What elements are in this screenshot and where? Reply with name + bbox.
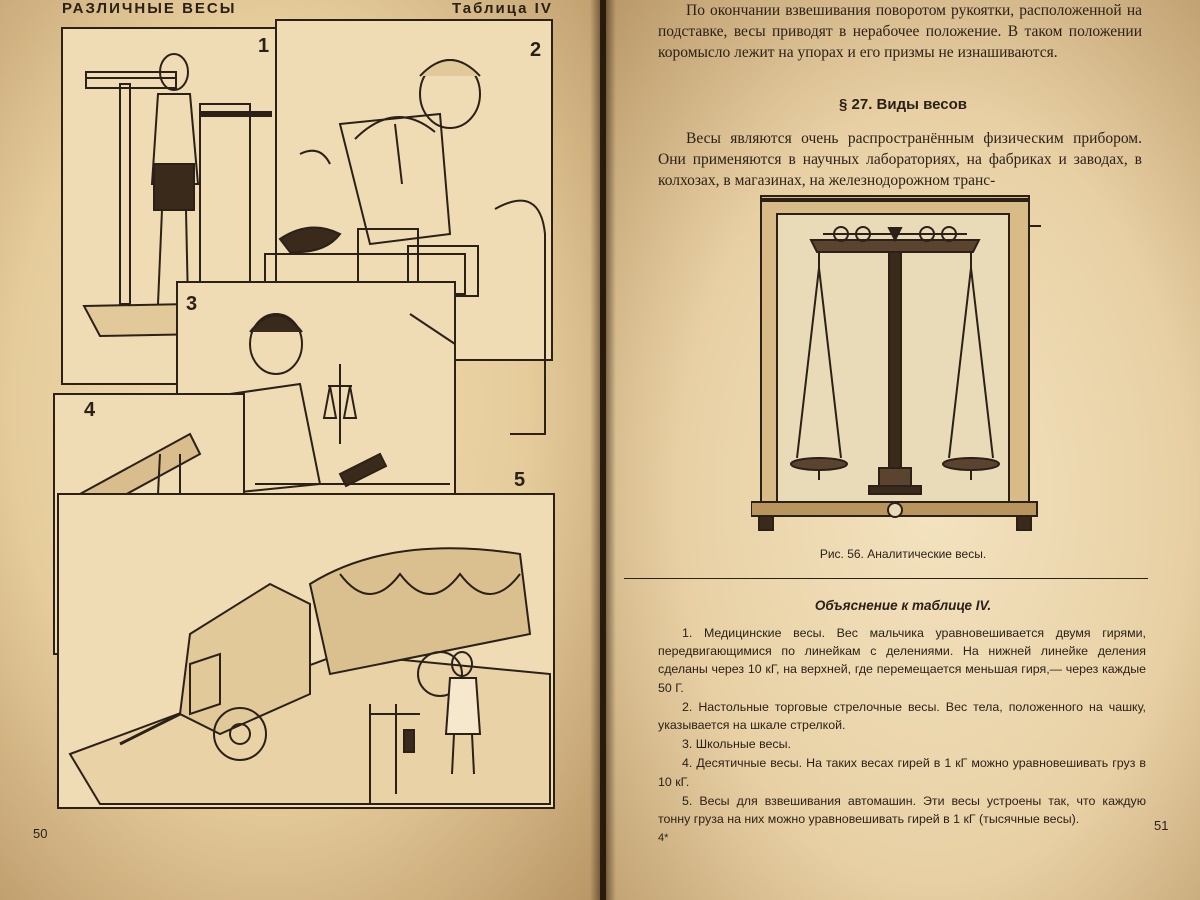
panel-number-1: 1 [258,35,270,57]
figure-caption: Рис. 56. Аналитические весы. [819,547,987,561]
running-head-table: Таблица IV [452,0,553,17]
panel-number-2: 2 [530,39,542,61]
explanation-title: Объяснение к таблице IV. [814,598,992,613]
explanation-item: 3. Школьные весы. [682,737,791,752]
explanation-list [658,624,1146,829]
running-head-left: РАЗЛИЧНЫЕ ВЕСЫ [62,0,237,17]
panel-number-4: 4 [84,399,96,421]
explanation-item: 5. Весы для взвешивания автомашин. Эти весы устроены так, что каждую тонну груза на них можно уравновешивать гирей в 1 кГ (тысячные весы). [658,793,1146,827]
analytical-balance-figure [751,188,1041,538]
page-number-left: 50 [33,826,48,841]
explanation-item: 4. Десятичные весы. На таких весах гирей в 1 кГ можно уравновешивать груз в 10 кГ. [658,756,1146,789]
explanation-item: 1. Медицинские весы. Вес мальчика уравновешивается двумя гирями, передвигающимися по линейкам с делениями. На нижней линейке деления сделаны через 10 кГ, на верхней, где перемещается меньшая гиря,— через каждые 50 Г. [658,626,1146,695]
explanation-item: 2. Настольные торговые стрелочные весы. Вес тела, положенного на чашку, указывается на шкале стрелкой. [658,699,1146,733]
scales-illustration-plate [40,14,560,814]
page-number-right: 51 [1154,818,1169,833]
right-page [606,0,1200,900]
signature-mark: 4* [658,832,669,844]
book-gutter [590,0,616,900]
section-heading: § 27. Виды весов [839,96,967,113]
panel-number-3: 3 [186,293,198,315]
top-paragraph: По окончании взвешивания поворотом рукоятки, расположенной на подставке, весы приводят в нерабочее положение. В таком положении коромысло лежит на упорах и его призмы не изнашиваются. [658,2,1142,61]
intro-paragraph: Весы являются очень распространённым физическим прибором. Они применяются в научных лабораториях, на фабриках и заводах, в колхозах, в магазинах, на железнодорожном транс- [658,130,1142,189]
panel-number-5: 5 [514,469,526,491]
section-divider [624,578,1148,579]
